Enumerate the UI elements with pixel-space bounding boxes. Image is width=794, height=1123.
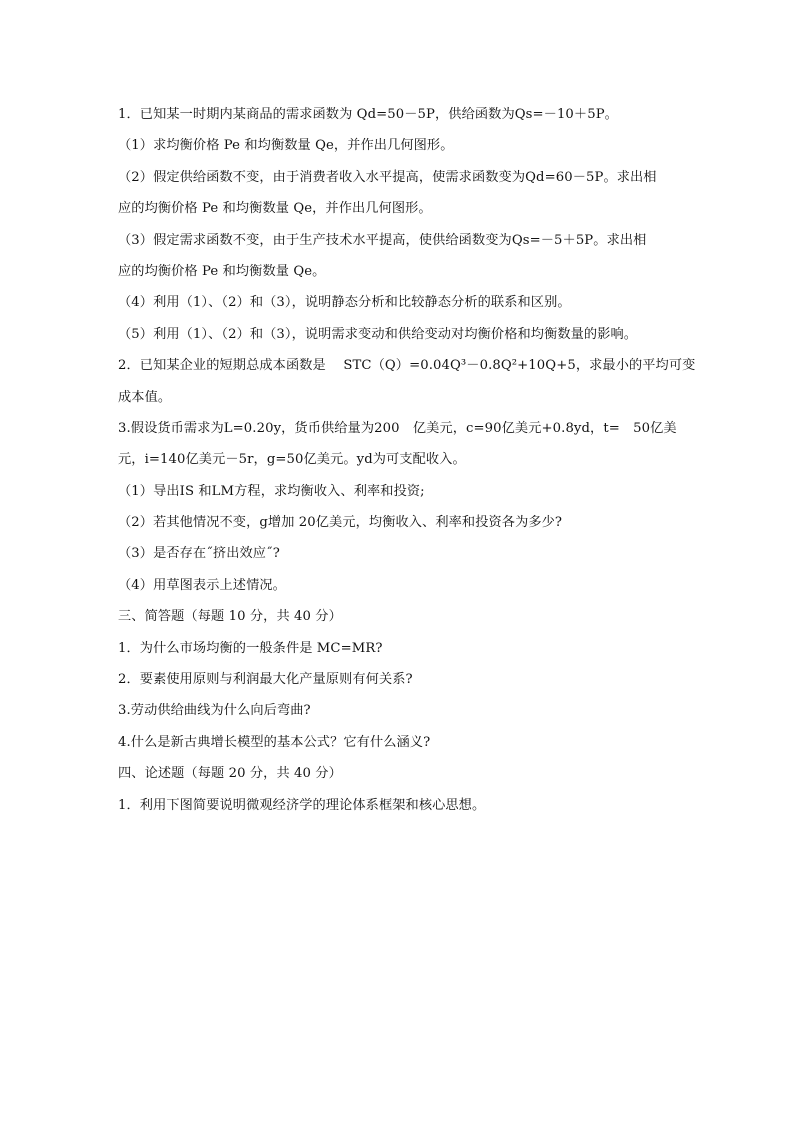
q3-part1: （1）导出IS 和LM方程，求均衡收入、利率和投资; [118, 483, 425, 499]
q3-part3: （3）是否存在˝挤出效应˝? [118, 546, 280, 562]
q2-stem: 2．已知某企业的短期总成本函数是 STC（Q）=0.04Q³－0.8Q²+10Q+5，求最小的平均可变 [118, 358, 696, 374]
section-essay-heading: 四、论述题（每题 20 分，共 40 分） [118, 766, 342, 782]
short-answer-q2: 2．要素使用原则与利润最大化产量原则有何关系? [118, 672, 413, 688]
short-answer-q4: 4.什么是新古典增长模型的基本公式？它有什么涵义? [118, 734, 431, 750]
q1-stem: 1．已知某一时期内某商品的需求函数为 Qd=50－5P，供给函数为Qs=－10＋5P。 [118, 107, 618, 122]
q3-stem-cont: 元，i=140亿美元－5r，g=50亿美元。yd为可支配收入。 [118, 452, 466, 468]
document-body [118, 99, 696, 821]
section-short-answer-heading: 三、简答题（每题 10 分，共 40 分） [118, 609, 342, 625]
q1-part3: （3）假定需求函数不变，由于生产技术水平提高，使供给函数变为Qs=－5＋5P。求出相 [118, 232, 647, 248]
q1-part1: （1）求均衡价格 Pe 和均衡数量 Qe，并作出几何图形。 [118, 138, 454, 154]
q2-stem-cont: 成本值。 [118, 389, 172, 405]
q1-part5: （5）利用（1）、（2）和（3），说明需求变动和供给变动对均衡价格和均衡数量的影响。 [118, 326, 638, 342]
q3-part4: （4）用草图表示上述情况。 [118, 577, 286, 593]
q3-stem: 3.假设货币需求为L=0.20y，货币供给量为200 亿美元，c=90亿美元+0.8yd，t= 50亿美 [118, 420, 677, 436]
short-answer-q1: 1．为什么市场均衡的一般条件是 MC=MR? [118, 640, 383, 656]
q1-part2-cont: 应的均衡价格 Pe 和均衡数量 Qe，并作出几何图形。 [118, 201, 432, 217]
essay-q1: 1．利用下图简要说明微观经济学的理论体系框架和核心思想。 [118, 797, 486, 813]
short-answer-q3: 3.劳动供给曲线为什么向后弯曲? [118, 703, 311, 719]
q1-part3-cont: 应的均衡价格 Pe 和均衡数量 Qe。 [118, 263, 326, 279]
q3-part2: （2）若其他情况不变，g增加 20亿美元，均衡收入、利率和投资各为多少? [118, 515, 563, 531]
q1-part2: （2）假定供给函数不变，由于消费者收入水平提高，使需求函数变为Qd=60－5P。求出相 [118, 169, 657, 185]
q1-part4: （4）利用（1）、（2）和（3），说明静态分析和比较静态分析的联系和区别。 [118, 295, 571, 311]
